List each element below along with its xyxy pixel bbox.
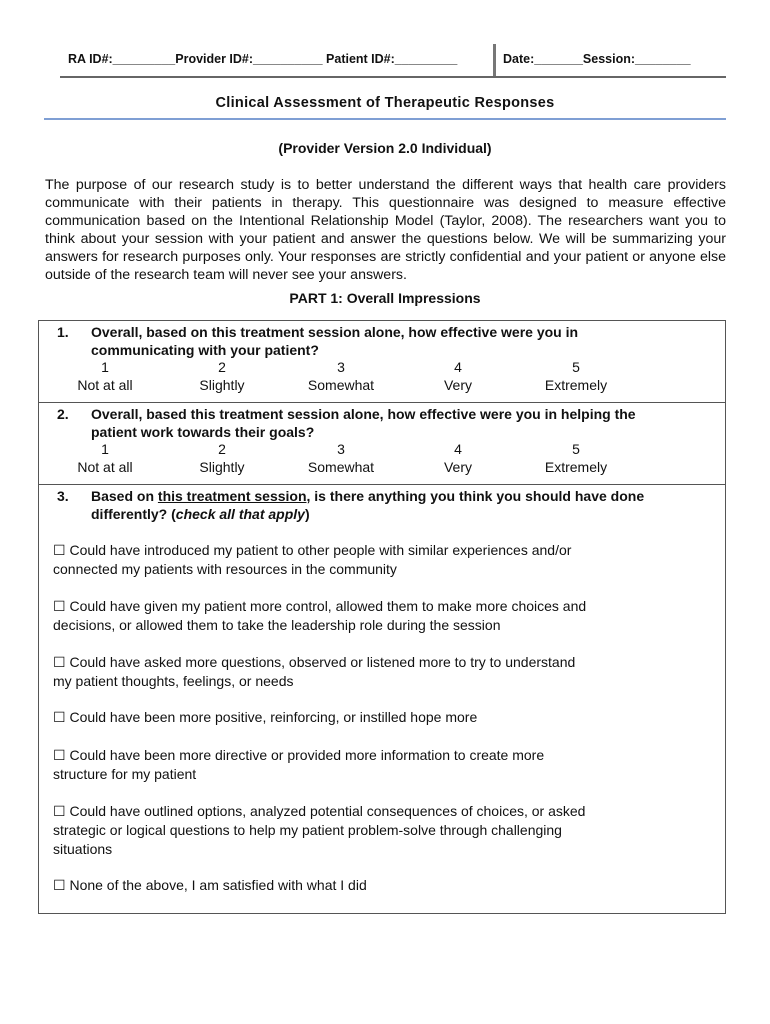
- option-problem-solve[interactable]: [53, 802, 713, 859]
- checkbox-icon[interactable]: ☐: [53, 803, 66, 819]
- option-text: Could have been more directive or provided more information to create more: [69, 747, 545, 763]
- option-text: structure for my patient: [53, 766, 197, 782]
- question-1-line1: Overall, based on this treatment session alone, how effective were you in: [91, 324, 579, 340]
- scale-option-2[interactable]: 2: [218, 359, 226, 375]
- part-title: PART 1: Overall Impressions: [289, 290, 481, 306]
- question-1-text: [57, 323, 709, 359]
- scale-label-2: Slightly: [199, 459, 245, 475]
- scale-option-3[interactable]: 3: [337, 441, 345, 457]
- question-1-box: [38, 320, 726, 402]
- checkbox-icon[interactable]: ☐: [53, 598, 66, 614]
- question-2-line2: patient work towards their goals?: [91, 424, 315, 440]
- scale-label-3: Somewhat: [307, 377, 375, 393]
- option-none[interactable]: [53, 876, 713, 895]
- q3-text-part: ): [304, 506, 310, 522]
- question-3-line1: [69, 487, 709, 505]
- option-text: my patient thoughts, feelings, or needs: [53, 673, 294, 689]
- scale-label-5: Extremely: [544, 377, 608, 393]
- question-3-line2: [69, 505, 709, 523]
- option-text: situations: [53, 841, 113, 857]
- option-more-directive[interactable]: [53, 746, 713, 784]
- scale-option-4[interactable]: 4: [454, 441, 462, 457]
- scale-label-1: Not at all: [77, 459, 133, 475]
- option-text: Could have been more positive, reinforcing, or instilled hope more: [69, 709, 478, 725]
- id-fields-left: RA ID#:_________Provider ID#:__________ Patient ID#:_________: [68, 52, 458, 66]
- intro-paragraph: The purpose of our research study is to better understand the different ways that health care providers communicate with their patients in therapy. This questionnaire was designed to measure effective communication based on the Intentional Relationship Model (Taylor, 2008). The researchers want you to think about your session with your patient and answer the questions below. We will be summarizing your answers for research purposes only. Your responses are strictly confidential and your patient or anyone else outside of the research team will never see your answers.: [45, 177, 726, 283]
- question-1-line2: communicating with your patient?: [91, 342, 319, 358]
- option-text: strategic or logical questions to help my patient problem-solve through challenging: [53, 822, 562, 838]
- option-more-positive[interactable]: [53, 708, 713, 727]
- scale-label-3: Somewhat: [307, 459, 375, 475]
- checkbox-icon[interactable]: ☐: [53, 654, 66, 670]
- scale-label-1: Not at all: [77, 377, 133, 393]
- q3-text-part: differently? (: [91, 506, 176, 522]
- scale-option-5[interactable]: 5: [572, 441, 580, 457]
- q3-italic-text: check all that apply: [175, 506, 305, 522]
- id-header: [60, 44, 726, 78]
- scale-option-2[interactable]: 2: [218, 441, 226, 457]
- q3-text-part: Based on: [91, 488, 158, 504]
- question-2-line1: Overall, based this treatment session alone, how effective were you in helping the: [91, 406, 636, 422]
- checkbox-icon[interactable]: ☐: [53, 877, 66, 893]
- question-3-box: [38, 484, 726, 914]
- option-more-control[interactable]: [53, 597, 713, 635]
- scale-label-4: Very: [443, 459, 472, 475]
- question-3-text: [57, 487, 709, 523]
- option-text: Could have introduced my patient to other people with similar experiences and/or: [69, 542, 572, 558]
- page-subtitle: (Provider Version 2.0 Individual): [278, 140, 492, 156]
- q3-text-part: , is there anything you think you should have done: [306, 488, 645, 504]
- date-session-fields: Date:_______Session:________: [503, 52, 691, 66]
- option-text: connected my patients with resources in the community: [53, 561, 397, 577]
- header-divider: [493, 44, 496, 76]
- question-number: 2.: [57, 406, 69, 422]
- scale-option-5[interactable]: 5: [572, 359, 580, 375]
- scale-label-2: Slightly: [199, 377, 245, 393]
- option-text: Could have asked more questions, observed or listened more to try to understand: [69, 654, 576, 670]
- option-text: Could have given my patient more control, allowed them to make more choices and: [69, 598, 587, 614]
- scale-label-5: Extremely: [544, 459, 608, 475]
- question-2-box: [38, 402, 726, 485]
- scale-label-4: Very: [443, 377, 472, 393]
- q3-underlined-text: this treatment session: [157, 488, 307, 504]
- question-number: 3.: [57, 488, 69, 504]
- scale-option-1[interactable]: 1: [101, 359, 109, 375]
- scale-option-1[interactable]: 1: [101, 441, 109, 457]
- option-text: None of the above, I am satisfied with what I did: [69, 877, 367, 893]
- checkbox-icon[interactable]: ☐: [53, 747, 66, 763]
- option-text: Could have outlined options, analyzed potential consequences of choices, or asked: [69, 803, 586, 819]
- option-community-resources[interactable]: [53, 541, 713, 579]
- question-2-text: [57, 405, 709, 441]
- scale-option-3[interactable]: 3: [337, 359, 345, 375]
- option-text: decisions, or allowed them to take the leadership role during the session: [53, 617, 501, 633]
- checkbox-icon[interactable]: ☐: [53, 709, 66, 725]
- title-rule: [44, 118, 726, 120]
- page-title: Clinical Assessment of Therapeutic Responses: [215, 95, 555, 111]
- question-number: 1.: [57, 324, 69, 340]
- option-more-questions[interactable]: [53, 653, 713, 691]
- scale-option-4[interactable]: 4: [454, 359, 462, 375]
- checkbox-icon[interactable]: ☐: [53, 542, 66, 558]
